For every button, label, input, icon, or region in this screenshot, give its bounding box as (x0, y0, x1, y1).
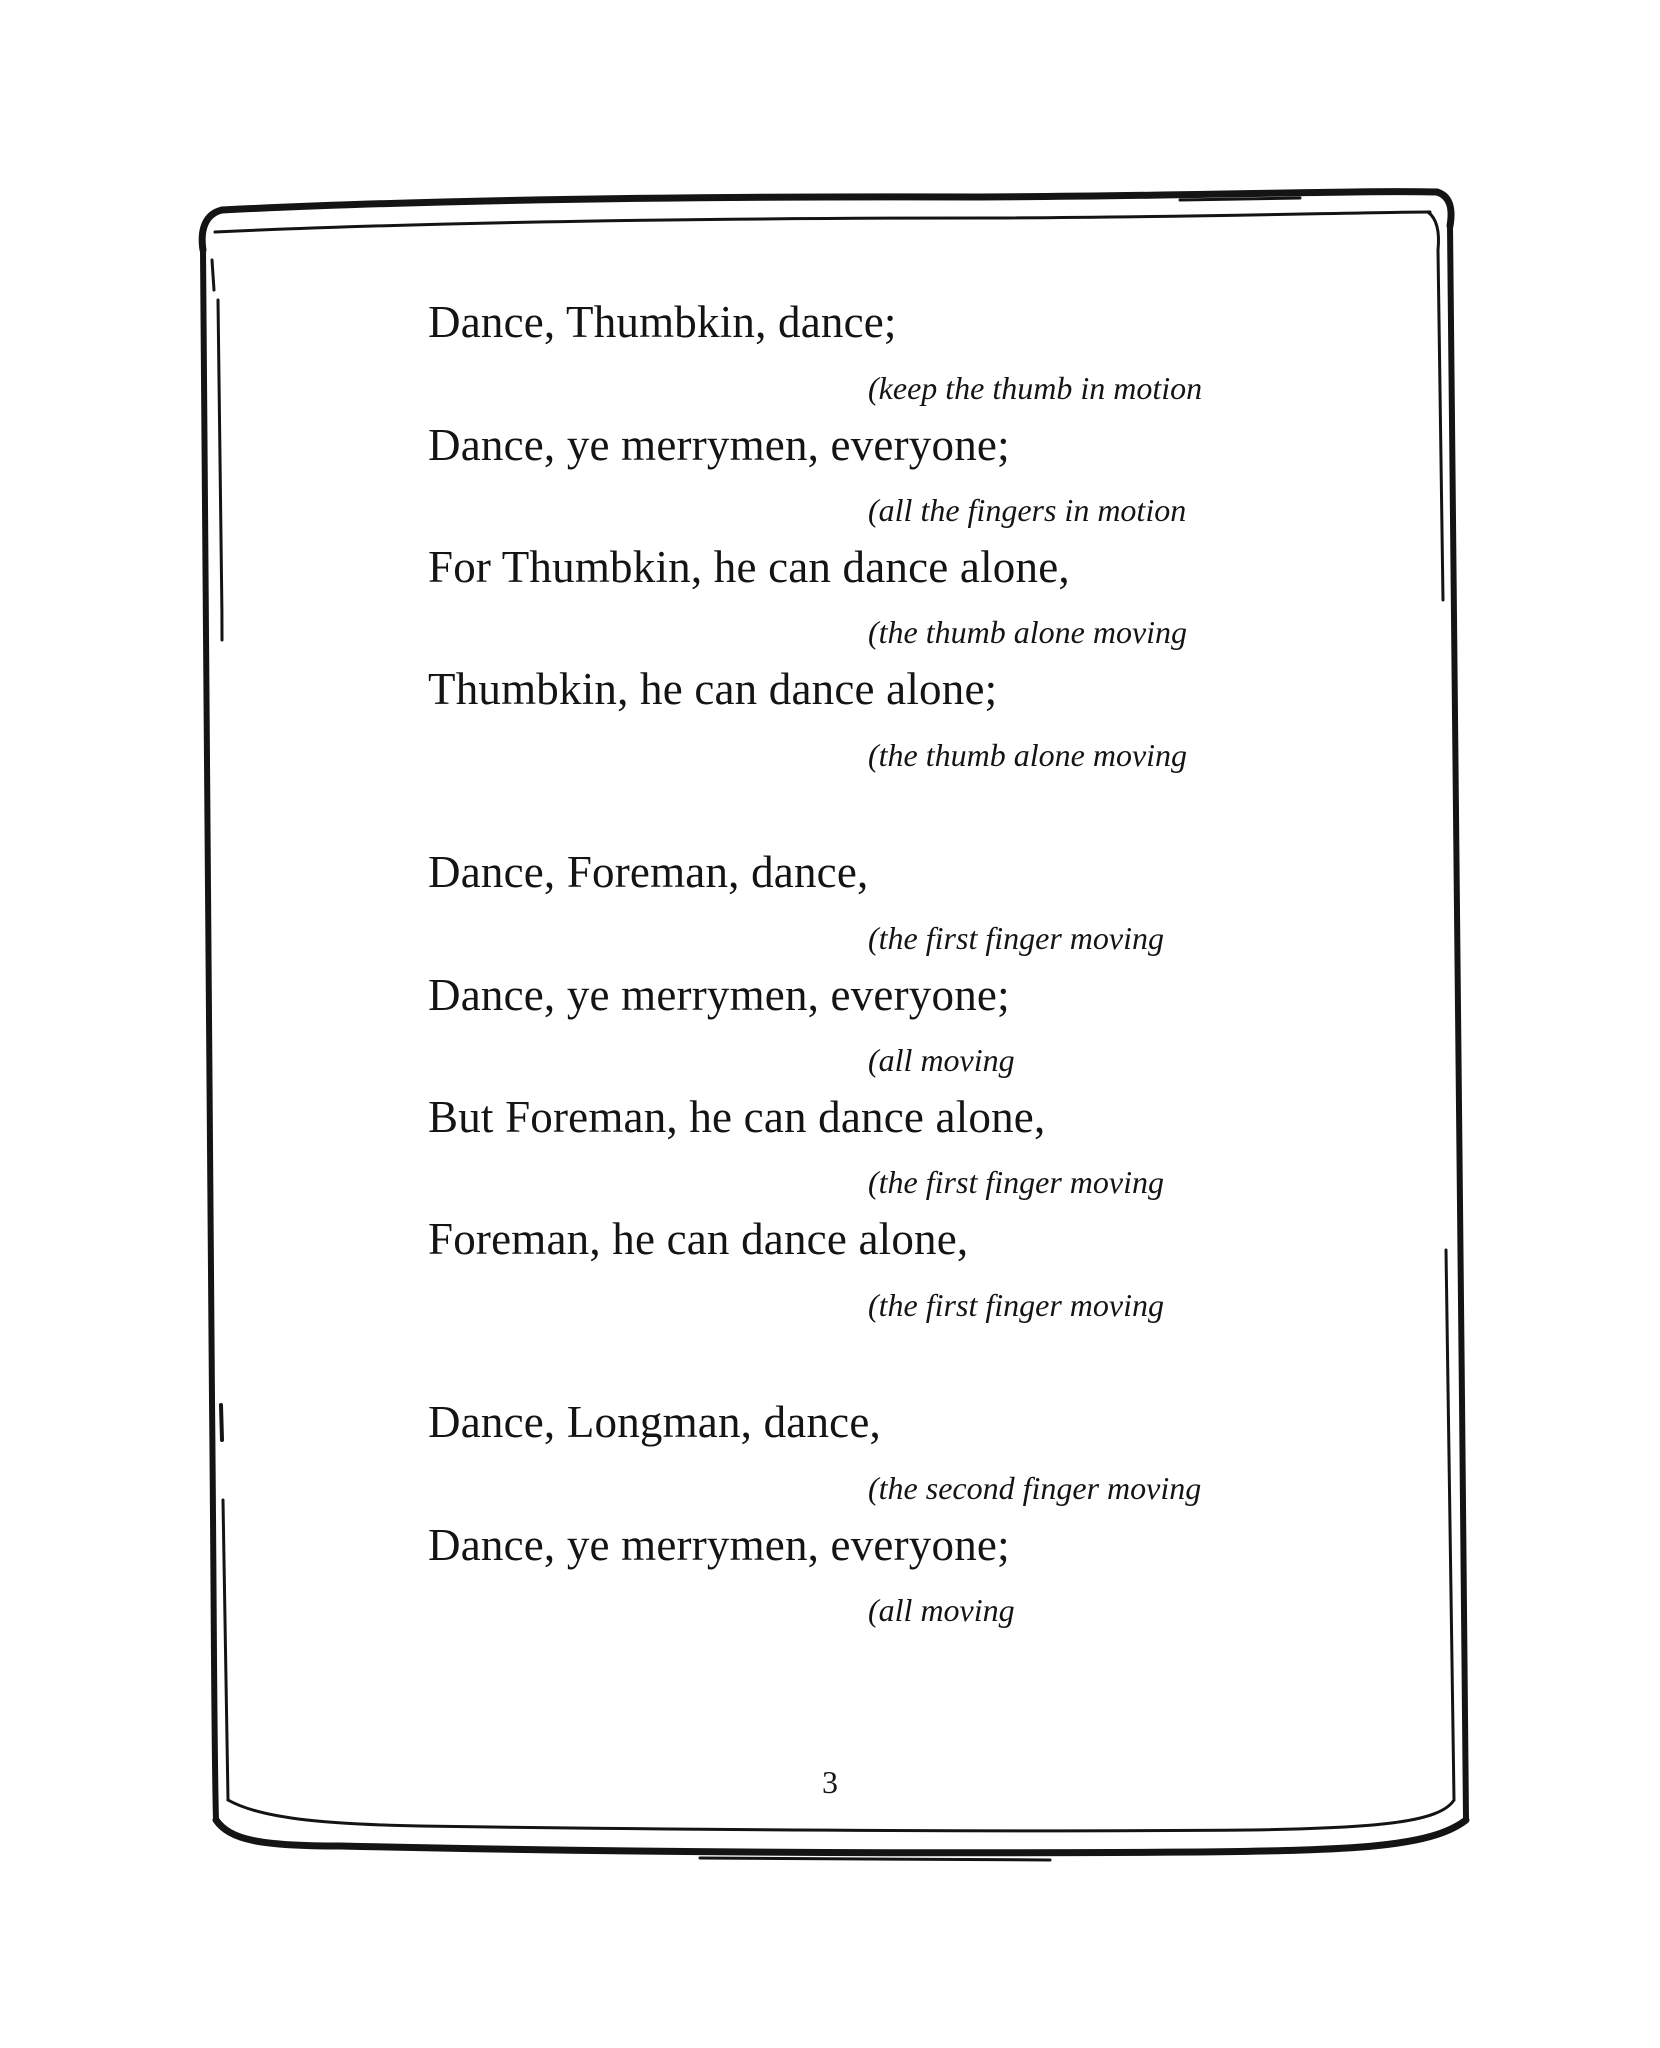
verse-line: Dance, Longman, dance, (428, 1397, 881, 1447)
verse-line: Dance, ye merrymen, everyone; (428, 1520, 1010, 1570)
stage-direction: (the second finger moving (868, 1470, 1202, 1506)
stage-direction: (the first finger moving (868, 1164, 1164, 1200)
verse-line: But Foreman, he can dance alone, (428, 1092, 1046, 1142)
stage-direction: (the thumb alone moving (868, 614, 1188, 650)
verse-line: For Thumbkin, he can dance alone, (428, 542, 1070, 592)
verse-line: Dance, ye merrymen, everyone; (428, 420, 1010, 470)
stage-direction: (all the fingers in motion (868, 492, 1187, 528)
page-number: 3 (822, 1764, 838, 1800)
stage-direction: (all moving (868, 1592, 1015, 1628)
stage-direction: (the thumb alone moving (868, 737, 1188, 773)
verse-line: Dance, ye merrymen, everyone; (428, 970, 1010, 1020)
nursery-rhyme (428, 0, 1268, 2048)
verse-line: Thumbkin, he can dance alone; (428, 664, 998, 714)
verse-line: Foreman, he can dance alone, (428, 1214, 969, 1264)
verse-line: Dance, Thumbkin, dance; (428, 297, 897, 347)
verse-line: Dance, Foreman, dance, (428, 847, 869, 897)
stage-direction: (keep the thumb in motion (868, 370, 1203, 406)
stage-direction: (the first finger moving (868, 1287, 1164, 1323)
stage-direction: (the first finger moving (868, 920, 1164, 956)
stage-direction: (all moving (868, 1042, 1015, 1078)
